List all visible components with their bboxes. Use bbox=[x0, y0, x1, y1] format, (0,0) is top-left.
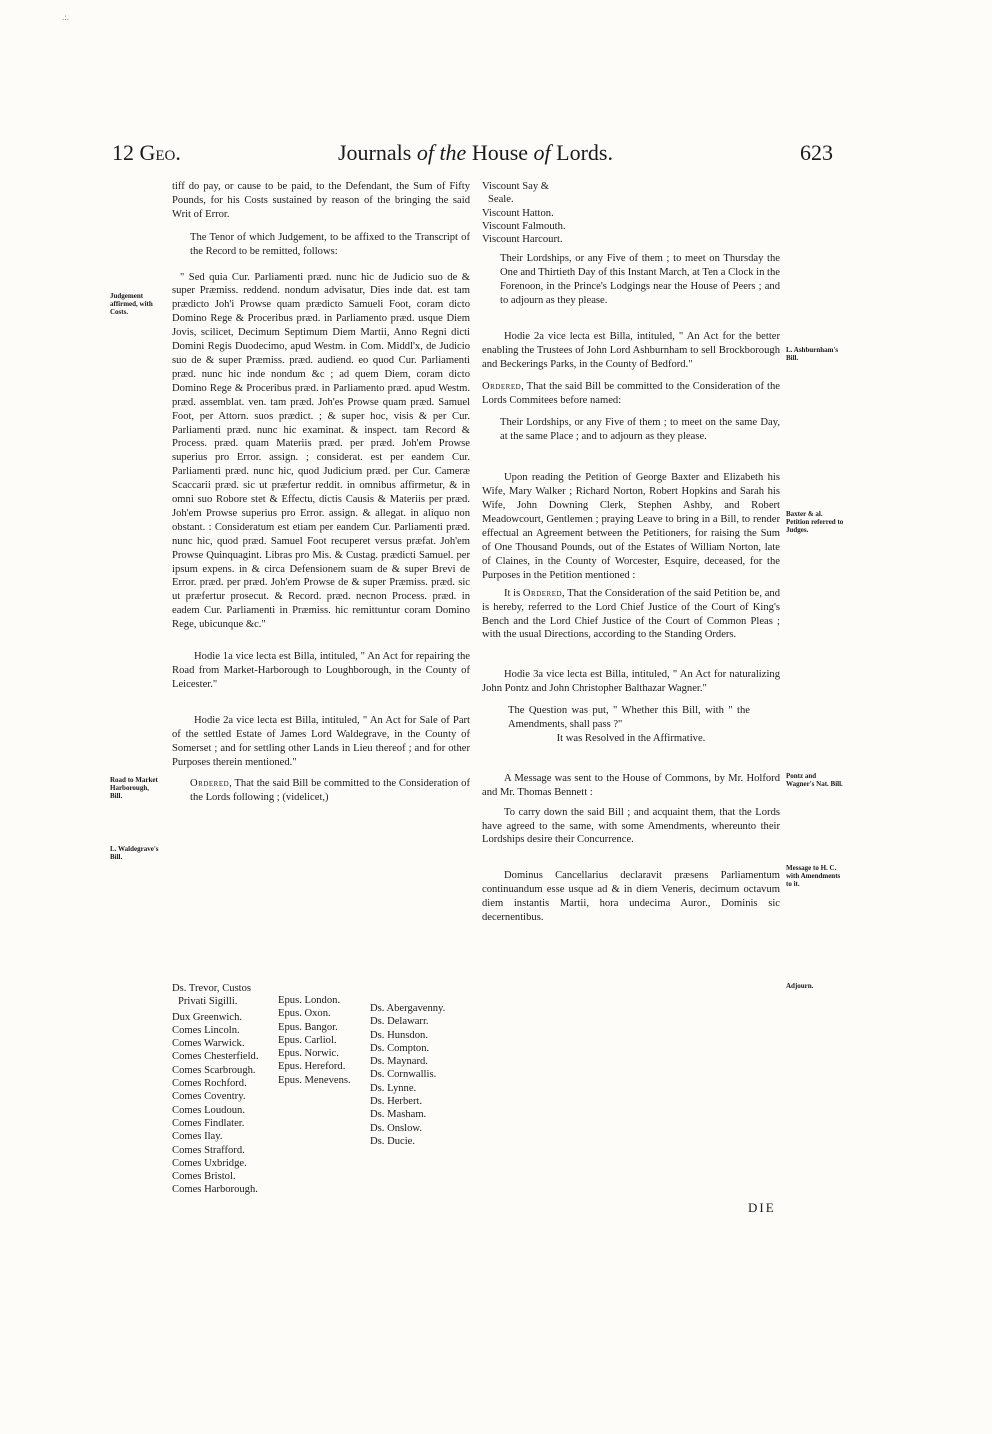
lord-entry: Comes Warwick. bbox=[172, 1038, 245, 1050]
catchword: DIE bbox=[748, 1200, 776, 1215]
margin-note-pontz: Pontz and Wagner's Nat. Bill. bbox=[786, 772, 843, 789]
ordered-word: Ordered bbox=[482, 380, 522, 392]
lord-entry: Epus. Bangor. bbox=[278, 1021, 338, 1033]
lord-entry: Ds. Cornwallis. bbox=[370, 1069, 437, 1081]
ordered-committed bbox=[172, 777, 470, 805]
lord-entry: Comes Rochford. bbox=[172, 1078, 247, 1090]
lords-list-col3 bbox=[370, 1002, 445, 1148]
lord-entry: Ds. Hunsdon. bbox=[370, 1029, 428, 1041]
margin-note-waldegrave: L. Waldegrave's Bill. bbox=[110, 845, 159, 862]
ordered-petition bbox=[482, 587, 780, 643]
viscount-list bbox=[482, 180, 780, 246]
right-column bbox=[482, 180, 780, 925]
road-bill: Hodie 1a vice lecta est Billa, intituled, " An Act for repairing the Road from Market-Harborough to Loughborough, in the County of Leicester." bbox=[172, 651, 470, 690]
question-put: The Question was put, " Whether this Bill, with " the Amendments, shall pass ?" bbox=[508, 705, 750, 731]
lord-entry: Comes Scarbrough. bbox=[172, 1064, 256, 1076]
lord-entry: Comes Lincoln. bbox=[172, 1024, 240, 1036]
lord-entry: Epus. Menevens. bbox=[278, 1074, 351, 1086]
title-part: of bbox=[533, 140, 557, 165]
lord-entry: Ds. Abergavenny. bbox=[370, 1003, 446, 1014]
lord-entry: Ds. Trevor, Custos bbox=[172, 983, 252, 994]
title-part: Journals bbox=[338, 140, 417, 165]
waldegrave-bill: Hodie 2a vice lecta est Billa, intituled, " An Act for Sale of Part of the settled Estate of James Lord Waldegrave, in the County of Somerset ; and for settling other Lands in Lieu thereof ; and for other Purposes therein mentioned." bbox=[172, 714, 470, 768]
lord-entry: Comes Bristol. bbox=[172, 1171, 236, 1183]
lord-entry: Ds. Herbert. bbox=[370, 1096, 423, 1108]
margin-note-adjourn: Adjourn. bbox=[786, 982, 814, 990]
lord-entry: Epus. Carliol. bbox=[278, 1034, 337, 1046]
running-head-left: 12 Geo. bbox=[112, 140, 181, 165]
ordered-text: , That the said Bill be committed to the Consideration of the Lords following ; (videlicet,) bbox=[190, 778, 470, 804]
lord-entry: Comes Harborough. bbox=[172, 1184, 258, 1196]
title-part: Lords. bbox=[556, 140, 613, 165]
lord-entry: Ds. Delawarr. bbox=[370, 1016, 429, 1028]
lord-entry: Ds. Maynard. bbox=[370, 1056, 428, 1068]
margin-note-judgement: Judgement affirmed, with Costs. bbox=[110, 292, 153, 317]
lord-entry: Comes Findlater. bbox=[172, 1117, 245, 1129]
adjournment: Dominus Cancellarius declaravit præsens Parliamentum continuandum esse usque ad & in diem Veneris, decimum octavum diem instantis Martii, hora undecima Auror., Dominis sic decernentibus. bbox=[482, 870, 780, 924]
page-number: 623 bbox=[800, 140, 833, 165]
margin-note-ashburnham: L. Ashburnham's Bill. bbox=[786, 346, 839, 363]
lord-entry: Comes Chesterfield. bbox=[172, 1051, 259, 1063]
margin-note-baxter: Baxter & al. Petition referred to Judges. bbox=[786, 510, 844, 535]
journal-title bbox=[338, 140, 613, 166]
margin-note-message: Message to H. C. with Amendments to it. bbox=[786, 864, 841, 889]
viscount-entry: Viscount Harcourt. bbox=[482, 234, 563, 246]
it-is-text: It is bbox=[504, 587, 523, 599]
lord-entry: Dux Greenwich. bbox=[172, 1011, 243, 1023]
lord-entry: Privati Sigilli. bbox=[178, 996, 238, 1008]
baxter-petition: Upon reading the Petition of George Baxter and Elizabeth his Wife, Mary Walker ; Richard Norton, Robert Hopkins and Sarah his Wife, John Downing Clerk, Stephen Ashby, and Robert Meadowcourt, Gentlemen ; praying Leave to bring in a Bill, to render effectual an Agreement between the Petitioners, for raising the Sum of One Thousand Pounds, out of the Estates of William Norton, late of Claines, in the County of Worcester, Esquire, deceased, for the Purposes in the Petition mentioned : bbox=[482, 472, 780, 581]
lords-list-col2 bbox=[278, 994, 351, 1087]
viscount-entry: Viscount Hatton. bbox=[482, 207, 554, 219]
lord-entry: Epus. London. bbox=[278, 995, 341, 1006]
margin-note-road: Road to Market Harborough, Bill. bbox=[110, 776, 158, 801]
ordered-text: , That the Consideration of the said Petition be, and is hereby, referred to the Lord Chief Justice of the Court of King's Bench and the Lord Chief Justice of the Court of Common Pleas ; with the usual Directions, according to the Standing Orders. bbox=[482, 587, 780, 641]
meeting-2: Their Lordships, or any Five of them ; to meet on the same Day, at the same Place ; and to adjourn as they please. bbox=[500, 416, 780, 442]
ordered-ashburnham bbox=[482, 380, 780, 408]
ordered-word: Ordered bbox=[522, 587, 563, 599]
carry-bill: To carry down the said Bill ; and acquaint them, that the Lords have agreed to the same, with some Amendments, whereunto their Lordships desire their Concurrence. bbox=[482, 806, 780, 846]
lord-entry: Ds. Lynne. bbox=[370, 1082, 417, 1094]
ordered-text: , That the said Bill be committed to the Consideration of the Lords Commitees before named: bbox=[482, 380, 780, 406]
viscount-entry: Viscount Falmouth. bbox=[482, 220, 566, 232]
paragraph-costs: tiff do pay, or cause to be paid, to the Defendant, the Sum of Fifty Pounds, for his Costs sustained by reason of the bringing the said Writ of Error. bbox=[172, 181, 470, 220]
corner-mark: .:. bbox=[62, 12, 70, 22]
lord-entry: Epus. Hereford. bbox=[278, 1061, 346, 1073]
lord-entry: Ds. Ducie. bbox=[370, 1135, 416, 1147]
title-part: House bbox=[471, 140, 534, 165]
title-part: of the bbox=[416, 140, 472, 165]
lord-entry: Comes Coventry. bbox=[172, 1091, 246, 1103]
lord-entry: Ds. Compton. bbox=[370, 1042, 430, 1054]
viscount-entry: Seale. bbox=[488, 194, 514, 206]
lord-entry: Comes Strafford. bbox=[172, 1144, 245, 1156]
lord-entry: Epus. Norwic. bbox=[278, 1048, 339, 1060]
viscount-entry: Viscount Say & bbox=[482, 181, 550, 192]
ashburnham-bill: Hodie 2a vice lecta est Billa, intituled, " An Act for the better enabling the Trustees of John Lord Ashburnham to sell Brockborough and Beckerings Parks, in the County of Bedford." bbox=[482, 331, 780, 370]
message-commons: A Message was sent to the House of Commons, by Mr. Holford and Mr. Thomas Bennett : bbox=[482, 772, 780, 798]
lords-list-col1 bbox=[172, 982, 259, 1197]
latin-judgement: " Sed quia Cur. Parliamenti præd. nunc hic de Judicio suo de & super Præmiss. reddend. nondum advisatur, Dies inde dat. est tam prædicto Joh'i Prowse quam prædicto Samueli Foot, coram dicto Domino Rege & Proceribus præd. in Parliamento præd. usque Diem Jovis, scilicet, Decimum Septimum Diem Martii, Anno Regni dicti Domini Regis Duodecimo, apud Westm. in Com. Middl'x, de Judicio suo de & super Præmiss. præd. audiend. eo quod Cur. Parliamenti præd. nunc hic inde nondum &c ; ad quem Diem, coram dicto Domino Rege & Proceribus præd. in Parliamento præd. apud Westm. præd. assemblat. ven. tam præd. Joh'es Prowse quam præd. Samuel Foot, per Attorn. suos prædict. ; & super hoc, visis & per Cur. Parliamenti præd. nunc hic examinat. & inspect. tam Record & Process. præd. quam Materiis præd. per præd. Joh'em Prowse superius pro Error. assign. ; considerat. est per eandem Cur. Parliamenti præd. nunc hic, quod Judicium præd. per Cur. Cameræ Scaccarii præd. sic ut præfertur reddit. in omnibus affirmetur, & in omni suo Robore stet & Effectu, dictis Causis & Materiis per præd. Joh'em Prowse superius pro Error. assign. & allegat. in aliquo non obstant. : Consideratum est etiam per eandem Cur. Parliamenti præd. nunc hic, quod præd. Samuel Foot recuperet versus præfat. Joh'em Prowse Quinquagint. Libras pro Mis. & Custag. prædicti Samuel. per ipsum expens. in & circa Defensionem suam de & super Brevi de Error. præd. per præd. Joh'em Prowse de & super Præmiss. præd. sic ut præfertur prosecut. & Record. præd. necnon Process. præd. in eadem Cur. Parliamenti in Præmiss. hic remittuntur coram Domino Rege, ubicunque &c." bbox=[172, 271, 470, 631]
lord-entry: Epus. Oxon. bbox=[278, 1008, 331, 1020]
lord-entry: Comes Uxbridge. bbox=[172, 1157, 247, 1169]
ordered-word: Ordered bbox=[190, 778, 230, 790]
lord-entry: Comes Loudoun. bbox=[172, 1104, 245, 1116]
left-column bbox=[172, 180, 470, 805]
pontz-bill: Hodie 3a vice lecta est Billa, intituled, " An Act for naturalizing John Pontz and John Christopher Balthazar Wagner." bbox=[482, 669, 780, 695]
resolved: It was Resolved in the Affirmative. bbox=[556, 732, 706, 744]
lord-entry: Ds. Onslow. bbox=[370, 1122, 422, 1134]
lord-entry: Ds. Masham. bbox=[370, 1109, 427, 1121]
lord-entry: Comes Ilay. bbox=[172, 1131, 223, 1143]
meeting-1: Their Lordships, or any Five of them ; to meet on Thursday the One and Thirtieth Day of this Instant March, at Ten a Clock in the Forenoon, in the Prince's Lodgings near the House of Peers ; and to adjourn as they please. bbox=[500, 253, 780, 307]
paragraph-tenor: The Tenor of which Judgement, to be affixed to the Transcript of the Record to be remitted, follows: bbox=[190, 231, 470, 257]
